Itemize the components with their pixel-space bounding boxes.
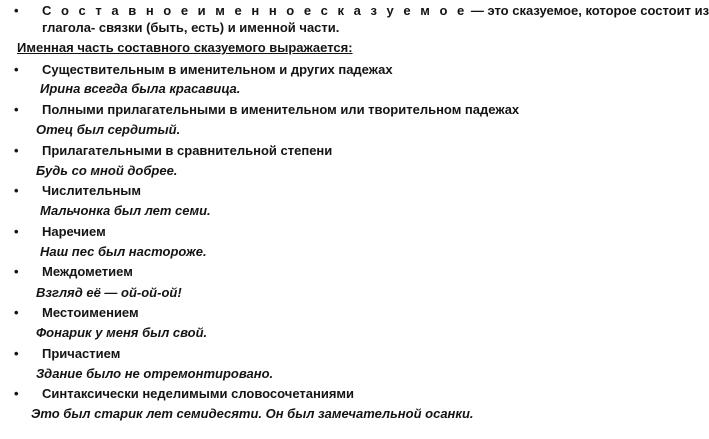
item-example: Наш пес был настороже. <box>40 244 207 259</box>
item-label: Междометием <box>42 264 133 279</box>
item-example: Здание было не отремонтировано. <box>36 366 274 381</box>
definition-text: — это сказуемое, которое состоит из <box>467 3 709 18</box>
item-example: Мальчонка был лет семи. <box>40 203 211 218</box>
definition-line-1 <box>42 3 709 19</box>
item-label: Числительным <box>42 183 142 198</box>
subheading: Именная часть составного сказуемого выражается: <box>17 40 353 55</box>
item-bullet: • <box>14 386 19 401</box>
item-label: Местоимением <box>42 305 139 320</box>
item-example: Фонарик у меня был свой. <box>36 325 208 340</box>
item-bullet: • <box>14 143 19 158</box>
definition-bullet: • <box>14 3 19 18</box>
item-label: Существительным в именительном и других падежах <box>42 62 393 77</box>
item-bullet: • <box>14 224 19 239</box>
item-bullet: • <box>14 346 19 361</box>
item-label: Синтаксически неделимыми словосочетаниями <box>42 386 355 401</box>
item-bullet: • <box>14 264 19 279</box>
item-label: Наречием <box>42 224 106 239</box>
item-example: Это был старик лет семидесяти. Он был замечательной осанки. <box>31 406 474 421</box>
item-bullet: • <box>14 305 19 320</box>
item-bullet: • <box>14 183 19 198</box>
item-label: Полными прилагательными в именительном или творительном падежах <box>42 102 520 117</box>
item-example: Взгляд её — ой-ой-ой! <box>36 285 182 300</box>
definition-term: С о с т а в н о е и м е н н о е с к а з у е м о е <box>42 3 468 18</box>
definition-line-2: глагола- связки (быть, есть) и именной части. <box>42 20 340 35</box>
item-example: Будь со мной добрее. <box>36 163 178 178</box>
item-label: Прилагательными в сравнительной степени <box>42 143 333 158</box>
item-label: Причастием <box>42 346 121 361</box>
item-example: Отец был сердитый. <box>36 122 181 137</box>
item-bullet: • <box>14 102 19 117</box>
item-bullet: • <box>14 62 19 77</box>
item-example: Ирина всегда была красавица. <box>40 81 241 96</box>
